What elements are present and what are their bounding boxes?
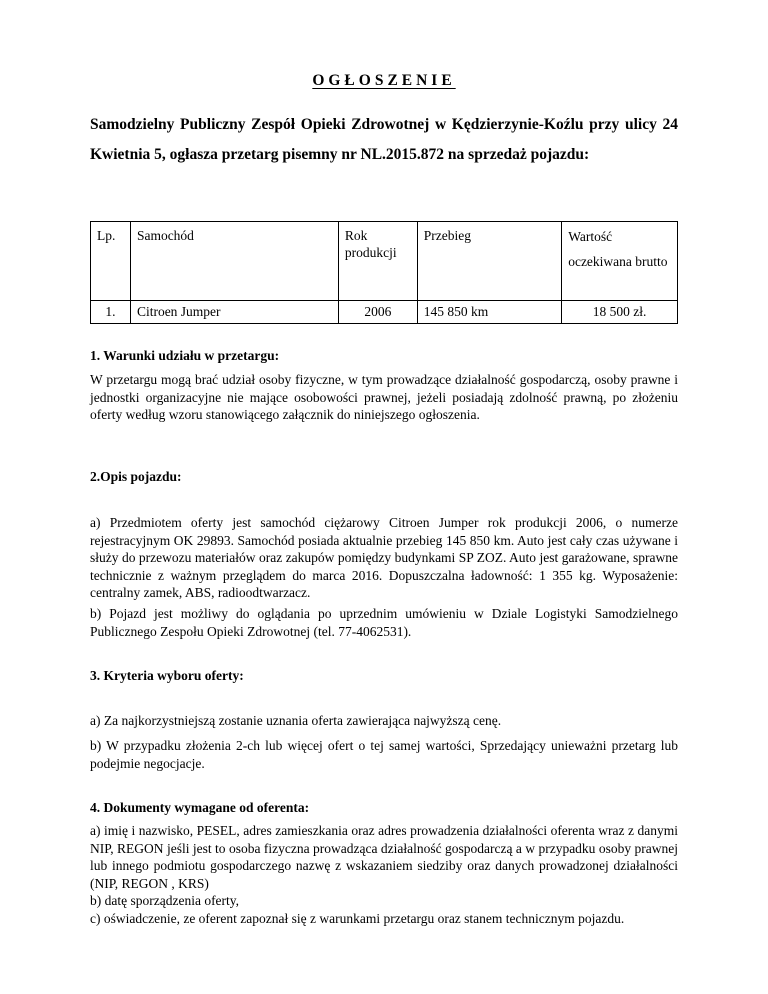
cell-rok: 2006 (338, 301, 417, 324)
section-4-item-a: a) imię i nazwisko, PESEL, adres zamieszkania oraz adres prowadzenia działalności oferenta wraz z danymi NIP, REGON jeśli jest to osoba fizyczna prowadząca działalność gospodarczą a w przypadku osoby prawnej lub innego podmiotu gospodarczego nazwę z wskazaniem siedziby oraz danych prowadzonej działalności (NIP, REGON , KRS) (90, 823, 678, 891)
header-przebieg: Przebieg (417, 222, 561, 301)
header-samochod: Samochód (130, 222, 338, 301)
section-4-item-b: b) datę sporządzenia oferty, (90, 893, 240, 908)
header-lp: Lp. (91, 222, 131, 301)
section-4-item-c: c) oświadczenie, ze oferent zapoznał się z warunkami przetargu oraz stanem technicznym pojazdu. (90, 911, 625, 926)
section-3-item-a: a) Za najkorzystniejszą zostanie uznania oferta zawierająca najwyższą cenę. (90, 713, 502, 728)
section-1-heading: 1. Warunki udziału w przetargu: (90, 348, 280, 363)
header-wartosc: Wartość oczekiwana brutto (562, 222, 678, 301)
section-2-heading: 2.Opis pojazdu: (90, 469, 182, 484)
section-3-heading: 3. Kryteria wyboru oferty: (90, 668, 244, 683)
section-2-item-b: b) Pojazd jest możliwy do oglądania po uprzednim umówieniu w Dziale Logistyki Samodzielnego Publicznego Zespołu Opieki Zdrowotnej (tel. 77-4062531). (90, 606, 678, 639)
table-header-row (91, 222, 678, 301)
section-1-text: W przetargu mogą brać udział osoby fizyczne, w tym prowadzące działalność gospodarczą, osoby prawne i jednostki organizacyjne nie mające osobowości prawnej, jeżeli posiadają zdolność prawną, po złożeniu oferty według wzoru stanowiącego załącznik do niniejszego ogłoszenia. (90, 372, 678, 422)
vehicle-table (90, 221, 678, 324)
cell-samochod: Citroen Jumper (130, 301, 338, 324)
header-rok: Rok produkcji (338, 222, 417, 301)
cell-przebieg: 145 850 km (417, 301, 561, 324)
section-3-item-b: b) W przypadku złożenia 2-ch lub więcej ofert o tej samej wartości, Sprzedający unieważni przetarg lub podejmie negocjacje. (90, 738, 678, 771)
section-4-heading: 4. Dokumenty wymagane od oferenta: (90, 800, 310, 815)
cell-lp: 1. (91, 301, 131, 324)
page-title: OGŁOSZENIE (312, 72, 456, 89)
table-row (91, 301, 678, 324)
intro-paragraph: Samodzielny Publiczny Zespół Opieki Zdrowotnej w Kędzierzynie-Koźlu przy ulicy 24 Kwietnia 5, ogłasza przetarg pisemny nr NL.2015.872 na sprzedaż pojazdu: (90, 116, 678, 163)
cell-wartosc: 18 500 zł. (562, 301, 678, 324)
section-2-item-a: a) Przedmiotem oferty jest samochód ciężarowy Citroen Jumper rok produkcji 2006, o numerze rejestracyjnym OK 29893. Samochód posiada aktualnie przebieg 145 850 km. Auto jest cały czas używane i służy do przewozu materiałów oraz zakupów pomiędzy budynkami SP ZOZ. Auto jest garażowane, sprawne technicznie z ważnym przeglądem do marca 2016. Dopuszczalna ładowność: 1 355 kg. Wyposażenie: centralny zamek, ABS, radioodtwarzacz. (90, 515, 678, 600)
